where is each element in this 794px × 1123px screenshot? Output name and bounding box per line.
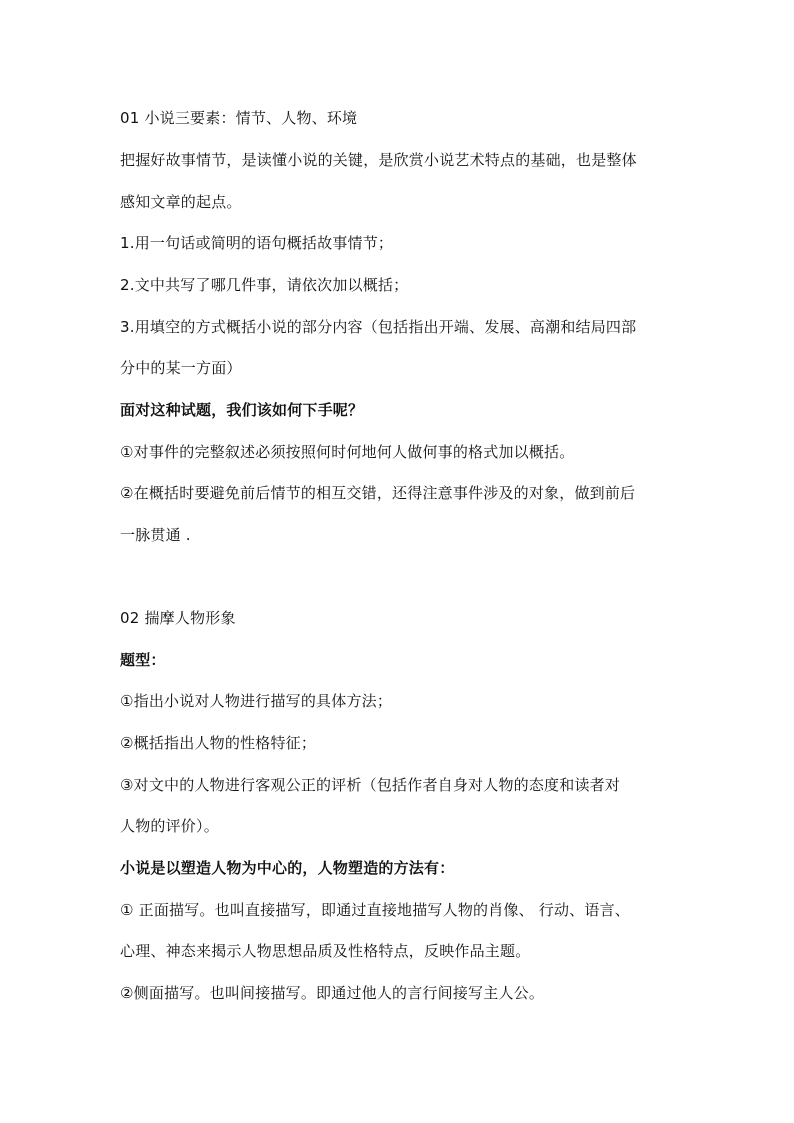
section1-item3-line1: 3.用填空的方式概括小说的部分内容（包括指出开端、发展、高潮和结局四部 xyxy=(120,318,637,336)
section1-heading: 01 小说三要素：情节、人物、环境 xyxy=(120,109,358,127)
section1-question: 面对这种试题，我们该如何下手呢？ xyxy=(120,401,364,419)
section1-item1: 1.用一句话或简明的语句概括故事情节； xyxy=(120,234,394,252)
section2-type3-line1: ③对文中的人物进行客观公正的评析（包括作者自身对人物的态度和读者对 xyxy=(120,776,621,794)
section1-answer2-line1: ②在概括时要避免前后情节的相互交错，还得注意事件涉及的对象，做到前后 xyxy=(120,484,636,502)
section1-answer2-line2: 一脉贯通 . xyxy=(120,526,191,544)
section2-type1: ①指出小说对人物进行描写的具体方法； xyxy=(120,692,393,710)
section1-item3-line2: 分中的某一方面） xyxy=(120,359,242,377)
section2-method2: ②侧面描写。也叫间接描写。即通过他人的言行间接写主人公。 xyxy=(120,984,545,1002)
section1-answer1: ①对事件的完整叙述必须按照何时何地何人做何事的格式加以概括。 xyxy=(120,443,575,461)
section2-heading: 02 揣摩人物形象 xyxy=(120,609,236,627)
section2-method1-line2: 心理、神态来揭示人物思想品质及性格特点，反映作品主题。 xyxy=(120,942,531,960)
section2-methods-label: 小说是以塑造人物为中心的，人物塑造的方法有： xyxy=(120,859,455,877)
section1-para1-line1: 把握好故事情节，是读懂小说的关键，是欣赏小说艺术特点的基础，也是整体 xyxy=(120,151,637,169)
section2-type3-line2: 人物的评价）。 xyxy=(120,817,219,835)
section1-para1-line2: 感知文章的起点。 xyxy=(120,193,242,211)
section2-types-label: 题型： xyxy=(120,651,166,669)
section1-item2: 2.文中共写了哪几件事，请依次加以概括； xyxy=(120,276,409,294)
section2-method1-line1: ① 正面描写。也叫直接描写，即通过直接地描写人物的肖像、 行动、语言、 xyxy=(120,901,630,919)
section2-type2: ②概括指出人物的性格特征； xyxy=(120,734,317,752)
